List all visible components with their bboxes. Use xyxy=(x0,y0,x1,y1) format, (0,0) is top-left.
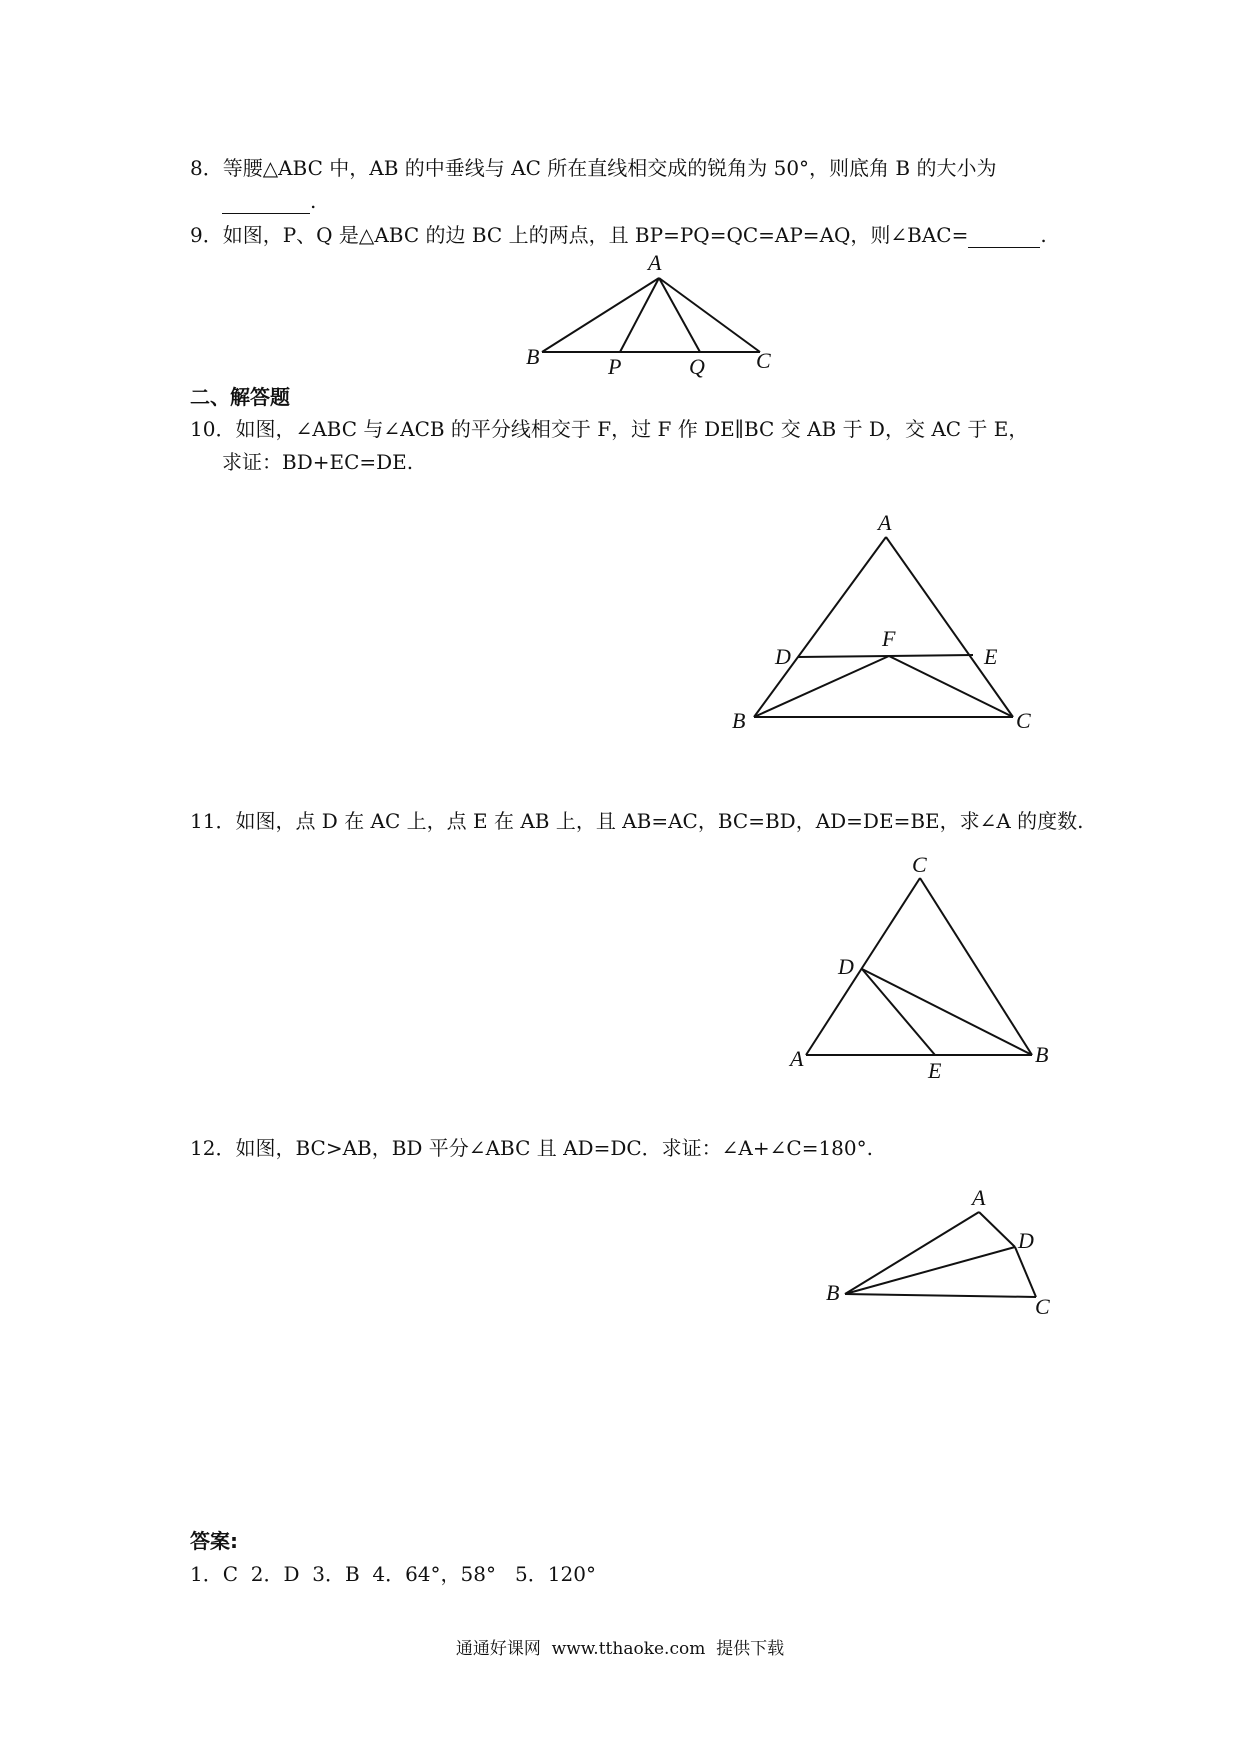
q11-segment-de xyxy=(862,969,935,1055)
q9-figure xyxy=(542,278,760,352)
q10-line1: 10．如图，∠ABC 与∠ACB 的平分线相交于 F，过 F 作 DE∥BC 交 AB 于 D，交 AC 于 E， xyxy=(190,417,1029,441)
q11-label-a: A xyxy=(790,1046,804,1071)
q9-label-q: Q xyxy=(689,354,705,379)
q12-label-a: A xyxy=(972,1185,986,1210)
q11-segment-db xyxy=(862,969,1032,1055)
q9-segment-ba xyxy=(542,278,659,352)
page-footer: 通通好课网 www.tthaoke.com 提供下载 xyxy=(455,1639,785,1659)
q9-label-c: C xyxy=(756,348,771,373)
q9-label-b: B xyxy=(526,344,540,369)
q11-label-c: C xyxy=(912,852,927,877)
q10-segment-ac xyxy=(886,537,1013,717)
q10-label-d: D xyxy=(775,644,791,669)
q9-segment-aq xyxy=(659,278,700,352)
answers-text: 1．C 2．D 3．B 4．64°，58° 5．120° xyxy=(190,1562,596,1586)
q9-question: 9．如图，P、Q 是△ABC 的边 BC 上的两点，且 BP=PQ=QC=AP=AQ，则∠BAC= xyxy=(190,223,969,247)
q12-segment-bd xyxy=(845,1247,1015,1294)
q10-label-e: E xyxy=(984,644,998,669)
q10-line2: 求证：BD+EC=DE. xyxy=(222,450,414,474)
q12-label-c: C xyxy=(1035,1294,1050,1319)
q12-text: 12．如图，BC>AB，BD 平分∠ABC 且 AD=DC．求证：∠A+∠C=180°. xyxy=(190,1136,873,1160)
q11-label-d: D xyxy=(838,954,854,979)
q11-label-b: B xyxy=(1035,1042,1049,1067)
q8-line2-end: . xyxy=(310,189,317,213)
q11-segment-cb xyxy=(920,878,1032,1055)
q9-label-a: A xyxy=(648,250,662,275)
q12-segment-ba xyxy=(845,1212,979,1294)
q10-label-f: F xyxy=(882,626,896,651)
q11-label-e: E xyxy=(928,1058,942,1083)
section2-title: 二、解答题 xyxy=(190,385,290,409)
q8-line1: 8．等腰△ABC 中，AB 的中垂线与 AC 所在直线相交成的锐角为 50°，则底角 B 的大小为 xyxy=(190,156,997,180)
q9-segment-ap xyxy=(620,278,659,352)
q12-label-b: B xyxy=(826,1280,840,1305)
q10-label-a: A xyxy=(878,510,892,535)
q9-end: . xyxy=(1040,223,1047,247)
q11-text: 11．如图，点 D 在 AC 上，点 E 在 AB 上，且 AB=AC，BC=BD，AD=DE=BE，求∠A 的度数. xyxy=(190,809,1084,833)
q12-label-d: D xyxy=(1018,1228,1034,1253)
answers-title: 答案: xyxy=(190,1529,238,1553)
q11-segment-ca xyxy=(806,878,920,1055)
q10-segment-ab xyxy=(754,537,886,717)
q9-segment-ac xyxy=(659,278,760,352)
q9-label-p: P xyxy=(608,354,622,379)
q10-label-b: B xyxy=(732,708,746,733)
q12-segment-dc xyxy=(1015,1247,1036,1297)
q12-segment-ad xyxy=(979,1212,1015,1247)
q12-segment-bc xyxy=(845,1294,1036,1297)
q10-label-c: C xyxy=(1016,708,1031,733)
q12-figure xyxy=(845,1212,1036,1297)
